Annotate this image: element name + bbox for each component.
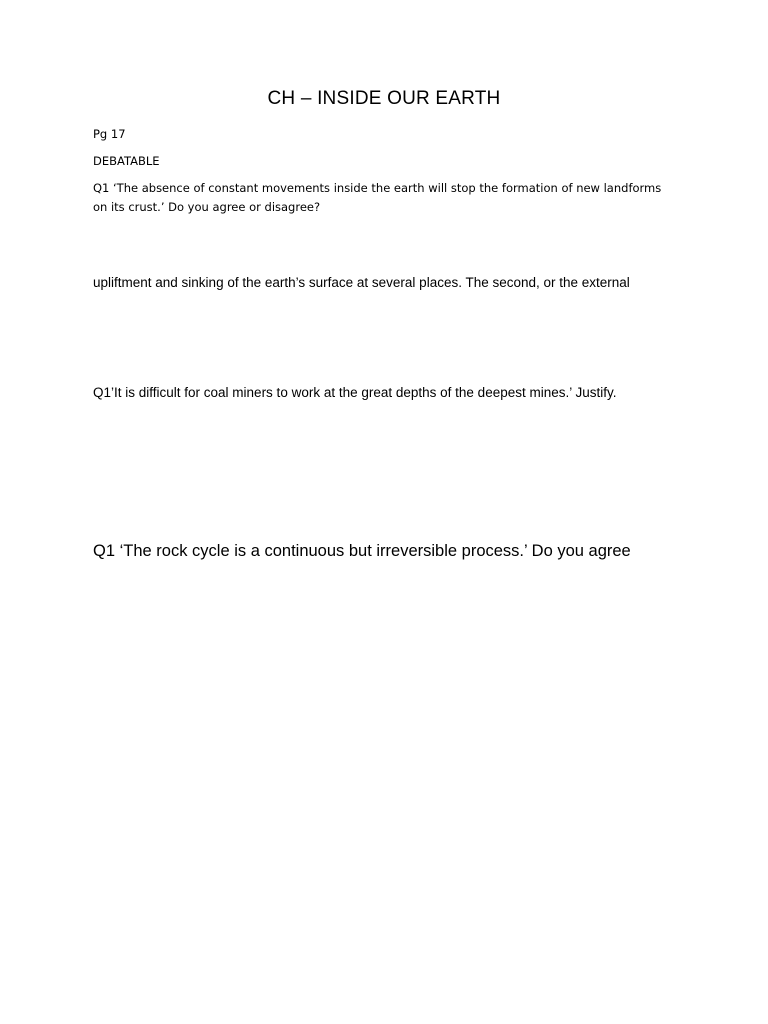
answer-fragment: upliftment and sinking of the earth’s surface at several places. The second, or the external	[93, 275, 630, 290]
question-1	[93, 179, 673, 217]
question-2: Q1’It is difficult for coal miners to work at the great depths of the deepest mines.’ Justify.	[93, 385, 617, 400]
question-1-line-2: on its crust.’ Do you agree or disagree?	[93, 200, 321, 214]
page-reference: Pg 17	[93, 127, 126, 141]
section-heading: DEBATABLE	[93, 154, 160, 168]
page-title: CH – INSIDE OUR EARTH	[267, 88, 501, 109]
question-3: Q1 ‘The rock cycle is a continuous but irreversible process.’ Do you agree	[93, 542, 631, 560]
question-1-line-1: Q1 ‘The absence of constant movements inside the earth will stop the formation of new landforms	[93, 181, 662, 195]
